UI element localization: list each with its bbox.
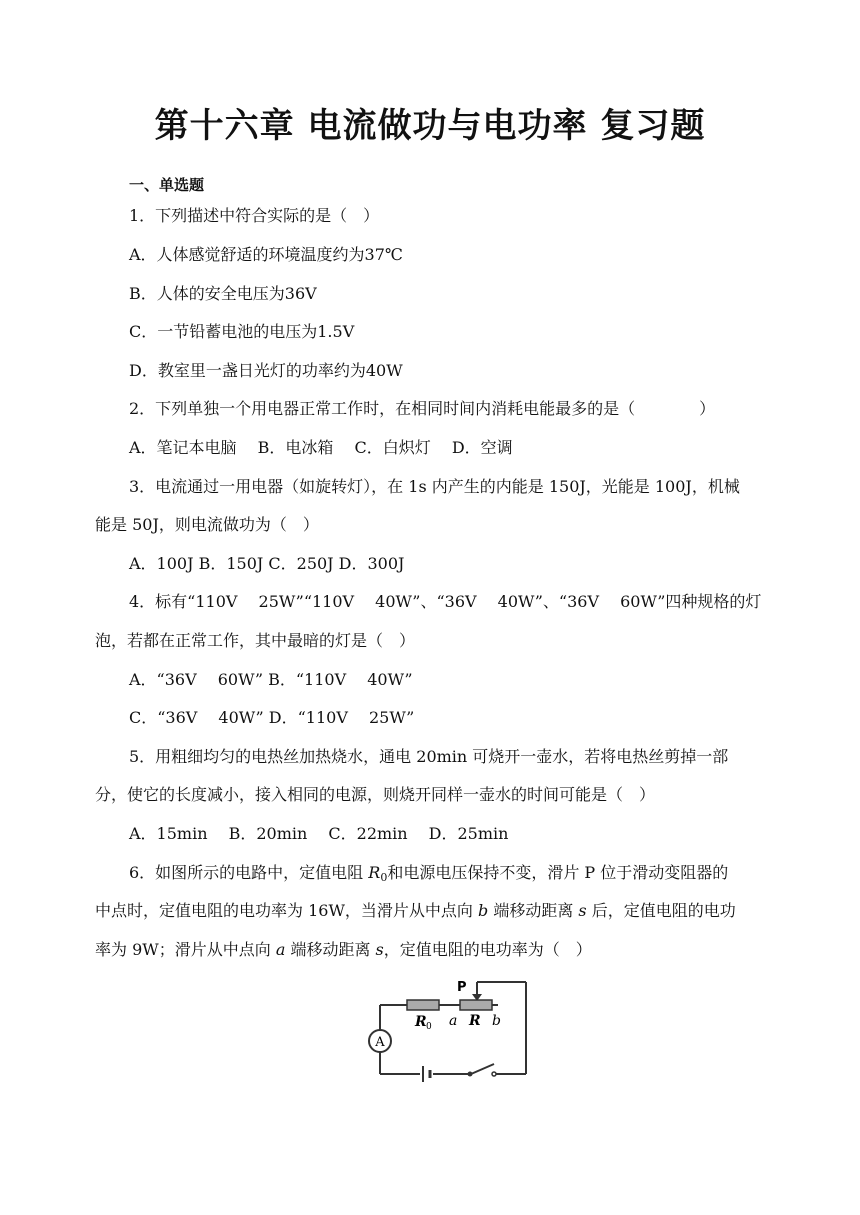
question-1-stem: 1．下列描述中符合实际的是（ ）	[129, 206, 380, 225]
q6-text: 6．如图所示的电路中，定值电阻	[129, 863, 369, 882]
q6-text: 率为 9W；滑片从中点向	[95, 940, 276, 959]
r0-label: R	[415, 1014, 427, 1030]
ammeter-label: A	[375, 1035, 385, 1050]
question-5-stem-line1: 5．用粗细均匀的电热丝加热烧水，通电 20min 可烧开一壶水，若将电热丝剪掉一部	[129, 747, 729, 766]
switch-contact	[492, 1072, 496, 1076]
question-3-stem-line2: 能是 50J，则电流做功为（ ）	[95, 515, 319, 534]
slider-label: P	[457, 980, 467, 995]
question-6-stem-line2	[95, 901, 736, 921]
question-5-stem-line2: 分，使它的长度减小，接入相同的电源，则烧开同样一壶水的时间可能是（ ）	[95, 785, 656, 804]
question-2-options: A．笔记本电脑 B．电冰箱 C．白炽灯 D．空调	[129, 438, 513, 457]
q6-text: 和电源电压保持不变，滑片 P 位于滑动变阻器的	[387, 863, 729, 882]
variable-resistor	[460, 1000, 492, 1010]
question-6-stem-line3	[95, 940, 592, 960]
distance-symbol: s	[375, 940, 384, 959]
question-4-options-row2: C．“36V 40W” D．“110V 25W”	[129, 708, 415, 727]
resistor-r0	[407, 1000, 439, 1010]
switch-contact	[468, 1072, 473, 1077]
section-heading: 一、单选题	[129, 176, 205, 194]
question-5-options: A．15min B．20min C．22min D．25min	[129, 824, 509, 843]
question-3-options: A．100J B．150J C．250J D．300J	[129, 554, 405, 573]
question-1-option-d: D．教室里一盏日光灯的功率约为40W	[129, 361, 403, 380]
resistor-subscript: 0	[380, 871, 388, 884]
question-4-stem-line1: 4．标有“110V 25W”“110V 40W”、“36V 40W”、“36V 60W”四种规格的灯	[129, 592, 762, 611]
q6-text: 后，定值电阻的电功	[586, 901, 736, 920]
end-b-label: b	[492, 1013, 501, 1029]
circuit-diagram	[360, 974, 535, 1084]
end-a-symbol: a	[275, 940, 286, 959]
q6-text: 中点时，定值电阻的电功率为 16W，当滑片从中点向	[95, 901, 478, 920]
question-1-option-b: B．人体的安全电压为36V	[129, 284, 317, 303]
question-2-stem: 2．下列单独一个用电器正常工作时，在相同时间内消耗电能最多的是（ ）	[129, 399, 716, 418]
distance-symbol: s	[578, 901, 587, 920]
resistor-symbol: R	[368, 863, 381, 882]
r0-label-subscript: 0	[426, 1022, 432, 1032]
question-4-options-row1: A．“36V 60W” B．“110V 40W”	[129, 670, 413, 689]
question-1-option-c: C．一节铅蓄电池的电压为1.5V	[129, 322, 355, 341]
switch-lever	[471, 1064, 494, 1074]
q6-text: 端移动距离	[488, 901, 579, 920]
question-1-option-a: A．人体感觉舒适的环境温度约为37℃	[129, 245, 403, 264]
question-3-stem-line1: 3．电流通过一用电器（如旋转灯），在 1s 内产生的内能是 150J，光能是 100J，机械	[129, 477, 740, 496]
question-6-stem-line1	[129, 863, 728, 888]
end-a-label: a	[449, 1013, 458, 1029]
page-title: 第十六章 电流做功与电功率 复习题	[154, 106, 706, 146]
q6-text: ，定值电阻的电功率为（ ）	[383, 940, 592, 959]
question-4-stem-line2: 泡，若都在正常工作，其中最暗的灯是（ ）	[95, 631, 416, 650]
r-label: R	[469, 1013, 481, 1029]
end-b-symbol: b	[477, 901, 489, 920]
q6-text: 端移动距离	[285, 940, 376, 959]
